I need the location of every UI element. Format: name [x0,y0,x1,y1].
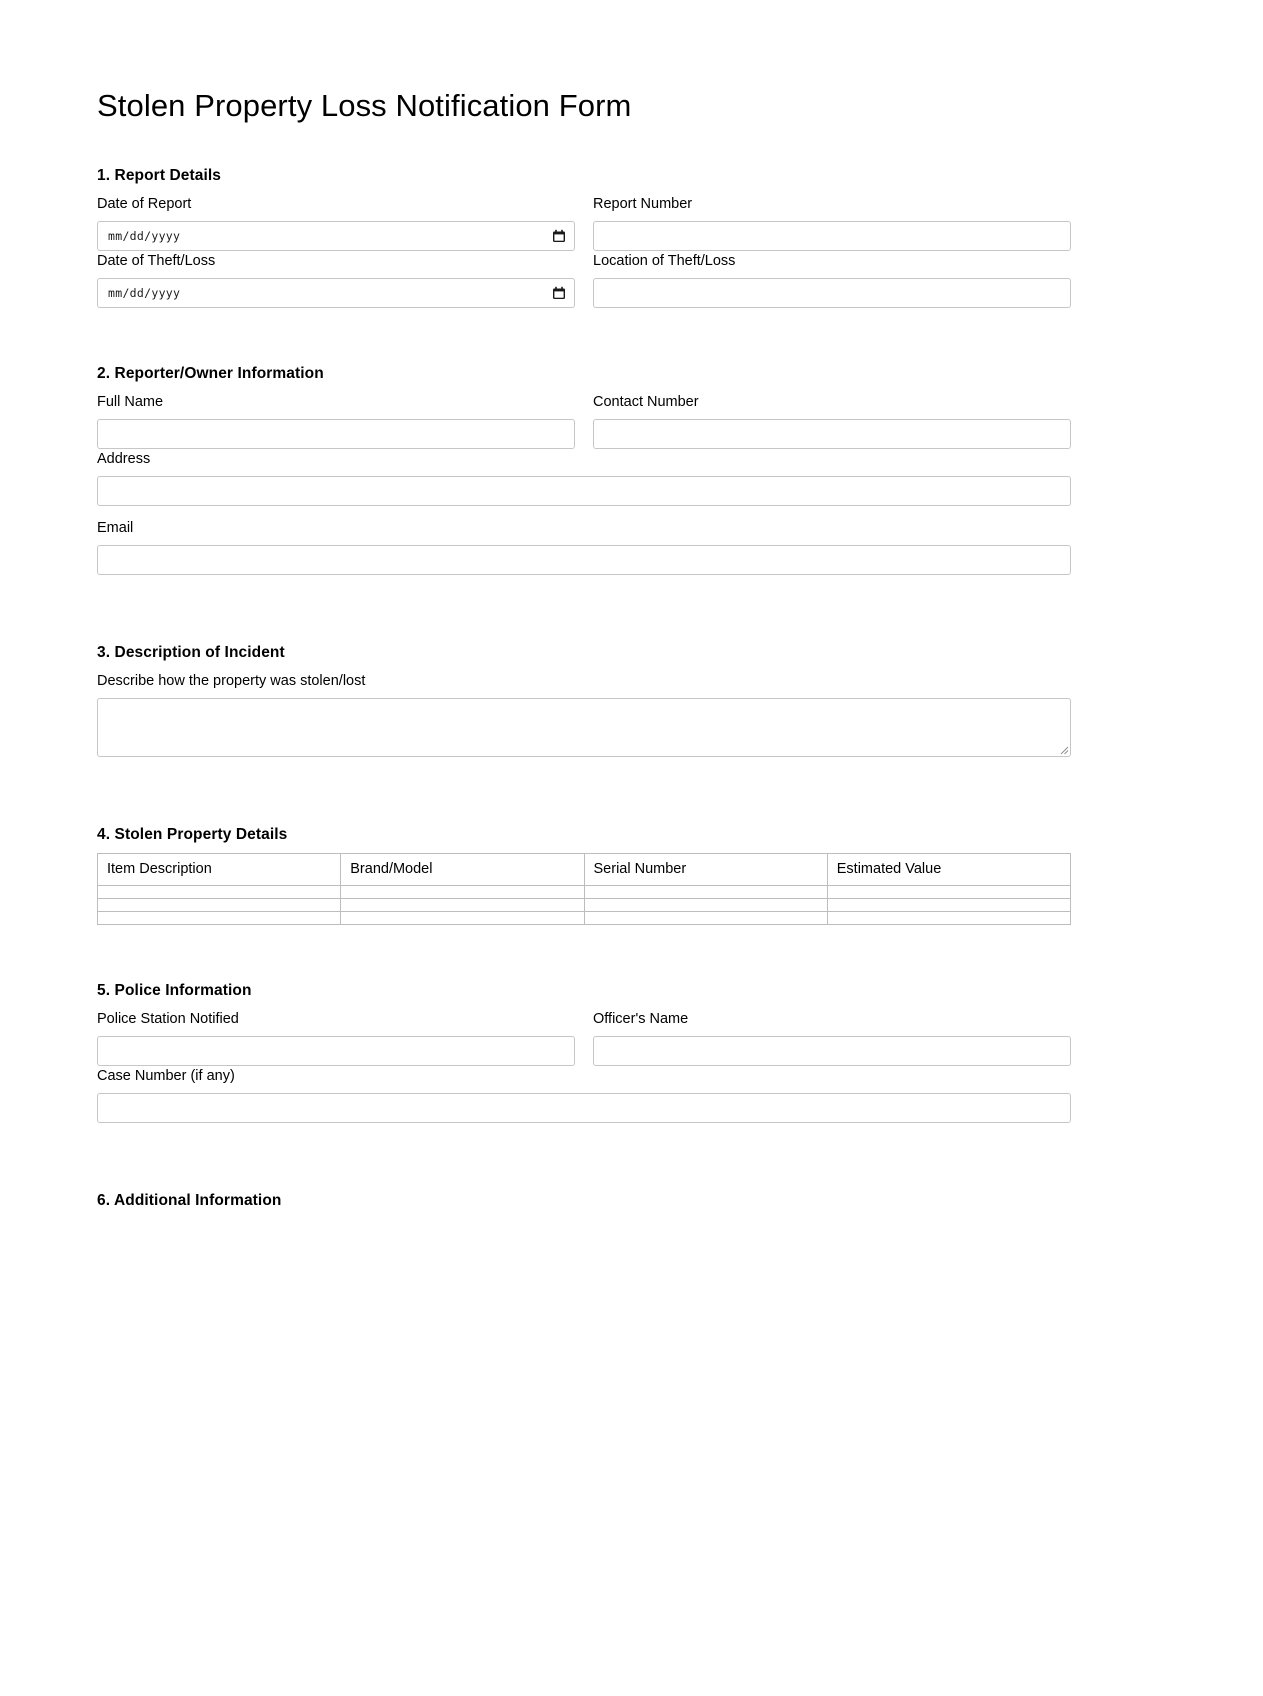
table-cell[interactable] [827,898,1070,911]
section-additional-information [97,1192,1071,1210]
email-input[interactable] [97,545,1071,575]
date-of-theft-loss-label: Date of Theft/Loss [97,252,216,269]
spacer [97,1135,1071,1192]
contact-number-field [593,392,1071,449]
police-row-1 [97,1009,1071,1066]
column-header-estimated-value: Estimated Value [827,853,1070,885]
date-of-report-label: Date of Report [97,195,192,212]
case-number-field [97,1066,1071,1123]
spacer [97,587,1071,644]
table-cell[interactable] [98,885,341,898]
section-stolen-property-details [97,826,1071,925]
email-field [97,518,1071,575]
calendar-icon[interactable] [552,229,566,243]
location-of-theft-loss-input[interactable] [593,278,1071,308]
calendar-icon[interactable] [552,286,566,300]
report-number-input[interactable] [593,221,1071,251]
table-head [98,853,1071,885]
full-name-field [97,392,575,449]
resize-handle-icon[interactable] [1058,744,1069,755]
table-cell[interactable] [341,911,584,924]
contact-number-label: Contact Number [593,393,699,410]
section-heading-report-details: 1. Report Details [97,166,222,184]
table-cell[interactable] [341,885,584,898]
column-header-brand-model: Brand/Model [341,853,584,885]
table-row[interactable] [98,911,1071,924]
report-details-row-1 [97,194,1071,251]
address-input[interactable] [97,476,1071,506]
report-details-row-2 [97,251,1071,308]
spacer [97,308,1071,365]
section-heading-additional-information: 6. Additional Information [97,1191,282,1209]
date-of-theft-loss-placeholder: mm/dd/yyyy [108,285,181,300]
section-heading-reporter-owner-information: 2. Reporter/Owner Information [97,364,324,382]
full-name-label: Full Name [97,393,164,410]
page-title: Stolen Property Loss Notification Form [97,88,632,123]
contact-number-input[interactable] [593,419,1071,449]
table-row[interactable] [98,898,1071,911]
section-report-details [97,167,1071,308]
report-number-label: Report Number [593,195,693,212]
report-number-field [593,194,1071,251]
table-cell[interactable] [584,885,827,898]
incident-description-field [97,671,1071,757]
section-heading-description-of-incident: 3. Description of Incident [97,643,285,661]
section-police-information [97,982,1071,1123]
full-name-input[interactable] [97,419,575,449]
police-station-notified-input[interactable] [97,1036,575,1066]
police-station-notified-field [97,1009,575,1066]
column-header-item-description: Item Description [98,853,341,885]
table-body [98,885,1071,924]
incident-description-label: Describe how the property was stolen/lost [97,672,366,689]
date-of-report-field [97,194,575,251]
reporter-row-1 [97,392,1071,449]
section-heading-police-information: 5. Police Information [97,981,252,999]
date-of-report-input[interactable] [97,221,575,251]
email-label: Email [97,519,134,536]
date-of-report-placeholder: mm/dd/yyyy [108,228,181,243]
spacer [97,769,1071,826]
table-cell[interactable] [98,898,341,911]
column-header-serial-number: Serial Number [584,853,827,885]
section-heading-stolen-property-details: 4. Stolen Property Details [97,825,288,843]
police-station-notified-label: Police Station Notified [97,1010,239,1027]
officers-name-field [593,1009,1071,1066]
table-row[interactable] [98,885,1071,898]
address-label: Address [97,450,151,467]
table-cell[interactable] [584,911,827,924]
case-number-input[interactable] [97,1093,1071,1123]
address-field [97,449,1071,506]
incident-description-textarea[interactable] [97,698,1071,757]
table-header-row [98,853,1071,885]
officers-name-label: Officer's Name [593,1010,689,1027]
table-cell[interactable] [341,898,584,911]
section-description-of-incident [97,644,1071,757]
table-cell[interactable] [827,911,1070,924]
date-of-theft-loss-input[interactable] [97,278,575,308]
case-number-label: Case Number (if any) [97,1067,235,1084]
table-cell[interactable] [98,911,341,924]
section-reporter-owner-information [97,365,1071,575]
location-of-theft-loss-field [593,251,1071,308]
spacer [97,925,1071,982]
stolen-property-table [97,853,1071,925]
location-of-theft-loss-label: Location of Theft/Loss [593,252,736,269]
officers-name-input[interactable] [593,1036,1071,1066]
table-cell[interactable] [827,885,1070,898]
table-cell[interactable] [584,898,827,911]
date-of-theft-loss-field [97,251,575,308]
